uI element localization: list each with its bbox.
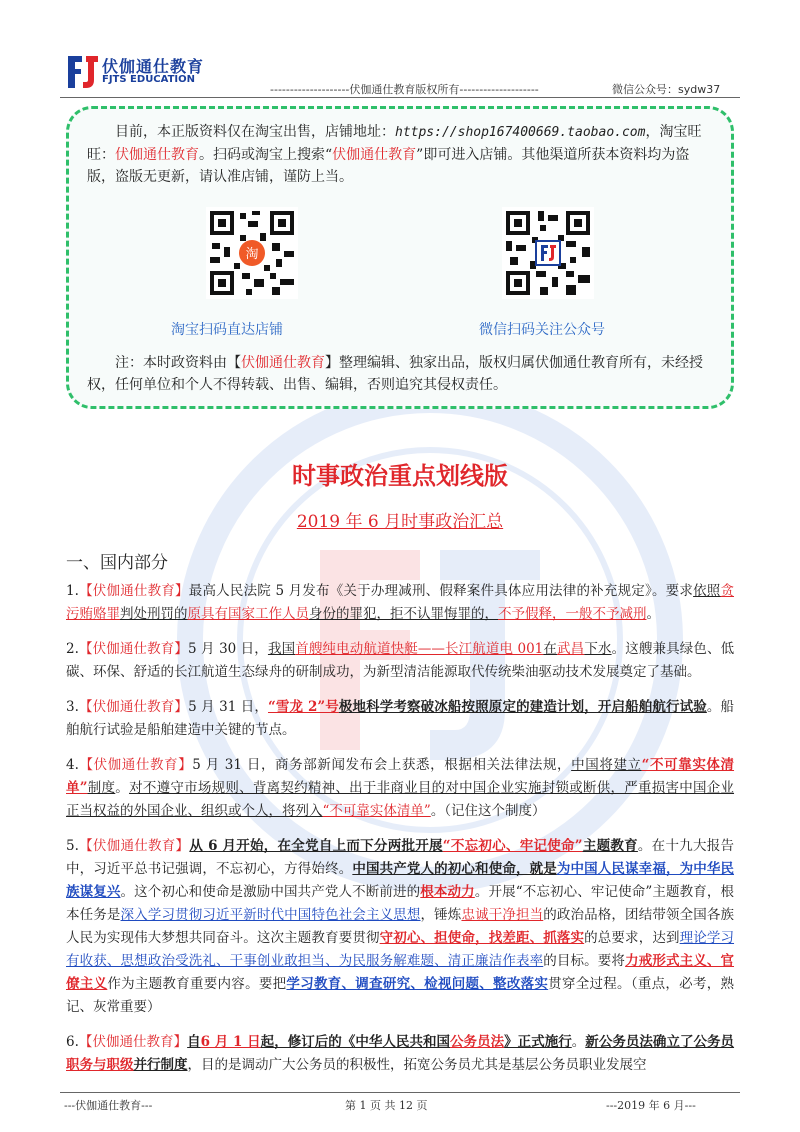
news-item-3 bbox=[66, 696, 734, 742]
item-highlight: 武昌 bbox=[557, 641, 585, 657]
item-text: 主题教育 bbox=[582, 838, 638, 854]
item-text: 。这艘兼具绿色、低碳、环保、舒适的长江航道生态绿舟的研制成功，为新型清洁能源取代传统柴油驱动技术发展奠定了基础。 bbox=[66, 641, 735, 680]
item-highlight: 职务与职级 bbox=[66, 1057, 134, 1073]
item-text: 5 月 31 日， bbox=[188, 699, 268, 715]
item-text: 。开展“不忘初心、牢记使命”主题教育，根本任务是 bbox=[66, 884, 735, 923]
wechat-qr-caption: 微信扫码关注公众号 bbox=[479, 322, 605, 338]
item-text: 的目标。要将 bbox=[543, 953, 626, 969]
item-text: 从 6 月开始，在全党自上而下分两批开展 bbox=[189, 838, 443, 854]
item-highlight: 为中国人民谋幸福，为中华民族谋复兴 bbox=[66, 861, 734, 900]
document-title: 时事政治重点划线版 bbox=[292, 462, 508, 490]
item-brand: 【伏伽通仕教育】 bbox=[78, 641, 189, 657]
item-highlight: 力戒形式主义、官僚主义 bbox=[66, 953, 735, 992]
item-highlight: 理论学习有收获、思想政治受洗礼、干事创业敢担当、为民服务解难题、清正廉洁作表率 bbox=[66, 930, 735, 969]
shop-url-link[interactable]: https://shop167400669.taobao.com bbox=[395, 125, 646, 140]
brand-logo bbox=[66, 52, 216, 92]
notice-text: ”即可进入店铺。其他渠道所获本资料均为盗版，盗版无更新，请认准店铺，谨防上当。 bbox=[87, 147, 690, 185]
item-text: 5 月 30 日， bbox=[188, 641, 268, 657]
header-rule bbox=[60, 97, 740, 98]
item-text: 。在十九大报告中，习近平总书记强调，不忘初心，方得始终。 bbox=[66, 838, 735, 877]
taobao-qr-caption: 淘宝扫码直达店铺 bbox=[171, 322, 283, 338]
item-text: 5 月 31 日，商务部新闻发布会上获悉，根据相关法律法规， bbox=[192, 757, 572, 773]
item-brand: 【伏伽通仕教育】 bbox=[78, 1034, 188, 1050]
item-number: 3. bbox=[66, 699, 79, 715]
brand-name: 伏伽通仕教育 bbox=[115, 147, 199, 163]
notice-box bbox=[66, 106, 734, 409]
footer-left: ---伏伽通仕教育--- bbox=[64, 1099, 153, 1112]
item-text: 对不遵守市场规则、背离契约精神、出于非商业目的对中国企业实施封锁或断供，严重损害中国企业正当权益的外国企业、组织或个人，将列入 bbox=[66, 780, 735, 819]
item-number: 6. bbox=[66, 1034, 79, 1050]
footer-rule bbox=[60, 1092, 740, 1093]
item-text: 最高人民法院 5 月发布《关于办理减刑、假释案件具体应用法律的补充规定》。要求 bbox=[188, 583, 694, 599]
item-number: 2. bbox=[66, 641, 79, 657]
item-highlight: “雪龙 2”号 bbox=[267, 699, 339, 715]
item-brand: 【伏伽通仕教育】 bbox=[78, 583, 189, 599]
item-highlight: 守初心、担使命，找差距、抓落实 bbox=[379, 930, 585, 946]
news-item-2 bbox=[66, 638, 734, 684]
item-text: 。船舶航行试验是船舶建造中关键的节点。 bbox=[66, 699, 735, 738]
item-highlight: 深入学习贯彻习近平新时代中国特色社会主义思想 bbox=[120, 907, 421, 923]
section-heading: 一、国内部分 bbox=[66, 553, 168, 573]
item-text: 极地科学考察破冰船按照原定的建造计划，开启船舶航行试验 bbox=[338, 699, 707, 715]
news-item-5 bbox=[66, 835, 734, 1019]
item-text: 下水 bbox=[584, 641, 612, 657]
news-item-6 bbox=[66, 1031, 734, 1077]
item-text: 。 bbox=[571, 1034, 586, 1050]
item-highlight: 不予假释，一般不予减刑 bbox=[498, 606, 647, 622]
header-copyright: --------------------伏伽通仕教育版权所有-------------------- bbox=[270, 83, 539, 96]
item-text: 中国将建立 bbox=[571, 757, 642, 773]
item-text: 依照 bbox=[693, 583, 721, 599]
item-brand: 【伏伽通仕教育】 bbox=[78, 699, 189, 715]
item-highlight: 根本动力 bbox=[420, 884, 475, 900]
news-item-4 bbox=[66, 754, 734, 823]
item-text: 在 bbox=[543, 641, 558, 657]
item-highlight: 学习教育、调查研究、检视问题、整改落实 bbox=[286, 976, 549, 992]
notice-text: 】整理编辑、独家出品，版权归属伏伽通仕教育所有，未经授权，任何单位和个人不得转载、出售、编辑，否则追究其侵权责任。 bbox=[87, 355, 703, 393]
item-text: 身份的罪犯，拒不认罪悔罪的， bbox=[309, 606, 498, 622]
item-text: 中国共产党人的初心和使命，就是 bbox=[352, 861, 557, 877]
wechat-qr-code-icon[interactable] bbox=[502, 207, 594, 299]
notice-text: ，淘宝旺旺： bbox=[87, 124, 702, 163]
item-brand: 【伏伽通仕教育】 bbox=[78, 757, 193, 773]
notice-text: 注：本时政资料由【 bbox=[115, 355, 241, 371]
item-brand: 【伏伽通仕教育】 bbox=[78, 838, 190, 854]
header-wechat-id: 微信公众号：sydw37 bbox=[612, 83, 721, 96]
fj-logo-icon bbox=[66, 52, 100, 90]
logo-chinese-name: 伏伽通仕教育 bbox=[102, 57, 205, 76]
item-text: 贯穿全过程。（重点，必考，熟记、灰常重要） bbox=[66, 976, 735, 1015]
item-text: 并行制度 bbox=[133, 1057, 188, 1073]
item-text: 》正式施行 bbox=[504, 1034, 572, 1050]
item-highlight: 公务员法 bbox=[450, 1034, 505, 1050]
item-highlight: “不忘初心、牢记使命” bbox=[442, 838, 583, 854]
item-text: 作为主题教育重要内容。要把 bbox=[107, 976, 287, 992]
item-text: 起，修订后的《中华人民共和国 bbox=[260, 1034, 451, 1050]
taobao-qr-code-icon[interactable] bbox=[206, 207, 298, 299]
footer-date: ---2019 年 6 月--- bbox=[606, 1099, 696, 1112]
item-highlight: “不可靠实体清单” bbox=[322, 803, 431, 819]
item-highlight: “不可靠实体清单” bbox=[66, 757, 735, 796]
item-text: 判处刑罚的 bbox=[120, 606, 188, 622]
item-text: 的政治品格，团结带领全国各族人民为实现伟大梦想共同奋斗。这次主题教育要贯彻 bbox=[66, 907, 735, 946]
brand-name: 伏伽通仕教育 bbox=[241, 355, 325, 371]
item-text: ，锤炼 bbox=[420, 907, 462, 923]
notice-text: 。扫码或淘宝上搜索“ bbox=[199, 147, 333, 163]
item-text: 。（记住这个制度） bbox=[430, 803, 546, 819]
item-highlight: 首艘纯电动航道快艇——长江航道电 001 bbox=[295, 641, 544, 657]
item-text: 新公务员法确立了公务员 bbox=[585, 1034, 735, 1050]
item-number: 4. bbox=[66, 757, 79, 773]
item-text: ，目的是调动广大公务员的积极性，拓宽公务员尤其是基层公务员职业发展空 bbox=[187, 1057, 647, 1073]
item-highlight: 原具有国家工作人员 bbox=[187, 606, 309, 622]
news-list bbox=[66, 580, 734, 1089]
footer-page-number: 第 1 页 共 12 页 bbox=[345, 1099, 428, 1112]
news-item-1 bbox=[66, 580, 734, 626]
item-text: 。这个初心和使命是激励中国共产党人不断前进的 bbox=[120, 884, 421, 900]
notice-paragraph-1 bbox=[87, 121, 715, 188]
item-text: 自 bbox=[187, 1034, 201, 1050]
notice-text: 目前，本正版资料仅在淘宝出售，店铺地址： bbox=[115, 124, 395, 140]
item-text: 。 bbox=[646, 606, 660, 622]
qr-center-label: 淘 bbox=[245, 247, 259, 262]
logo-english-name: FJTS EDUCATION bbox=[102, 74, 196, 85]
item-highlight: 贪污贿赂罪 bbox=[66, 583, 735, 622]
item-text: 制度 bbox=[87, 780, 116, 796]
item-text: 。 bbox=[115, 780, 130, 796]
notice-paragraph-2 bbox=[87, 352, 715, 396]
item-text: 我国 bbox=[267, 641, 296, 657]
item-highlight: 6 月 1 日 bbox=[200, 1034, 261, 1050]
item-text: 的总要求，达到 bbox=[584, 930, 680, 946]
item-highlight: 忠诚干净担当 bbox=[461, 907, 544, 923]
brand-name: 伏伽通仕教育 bbox=[332, 147, 417, 163]
item-number: 5. bbox=[66, 838, 79, 854]
item-number: 1. bbox=[66, 583, 79, 599]
document-subtitle: 2019 年 6 月时事政治汇总 bbox=[296, 512, 504, 532]
